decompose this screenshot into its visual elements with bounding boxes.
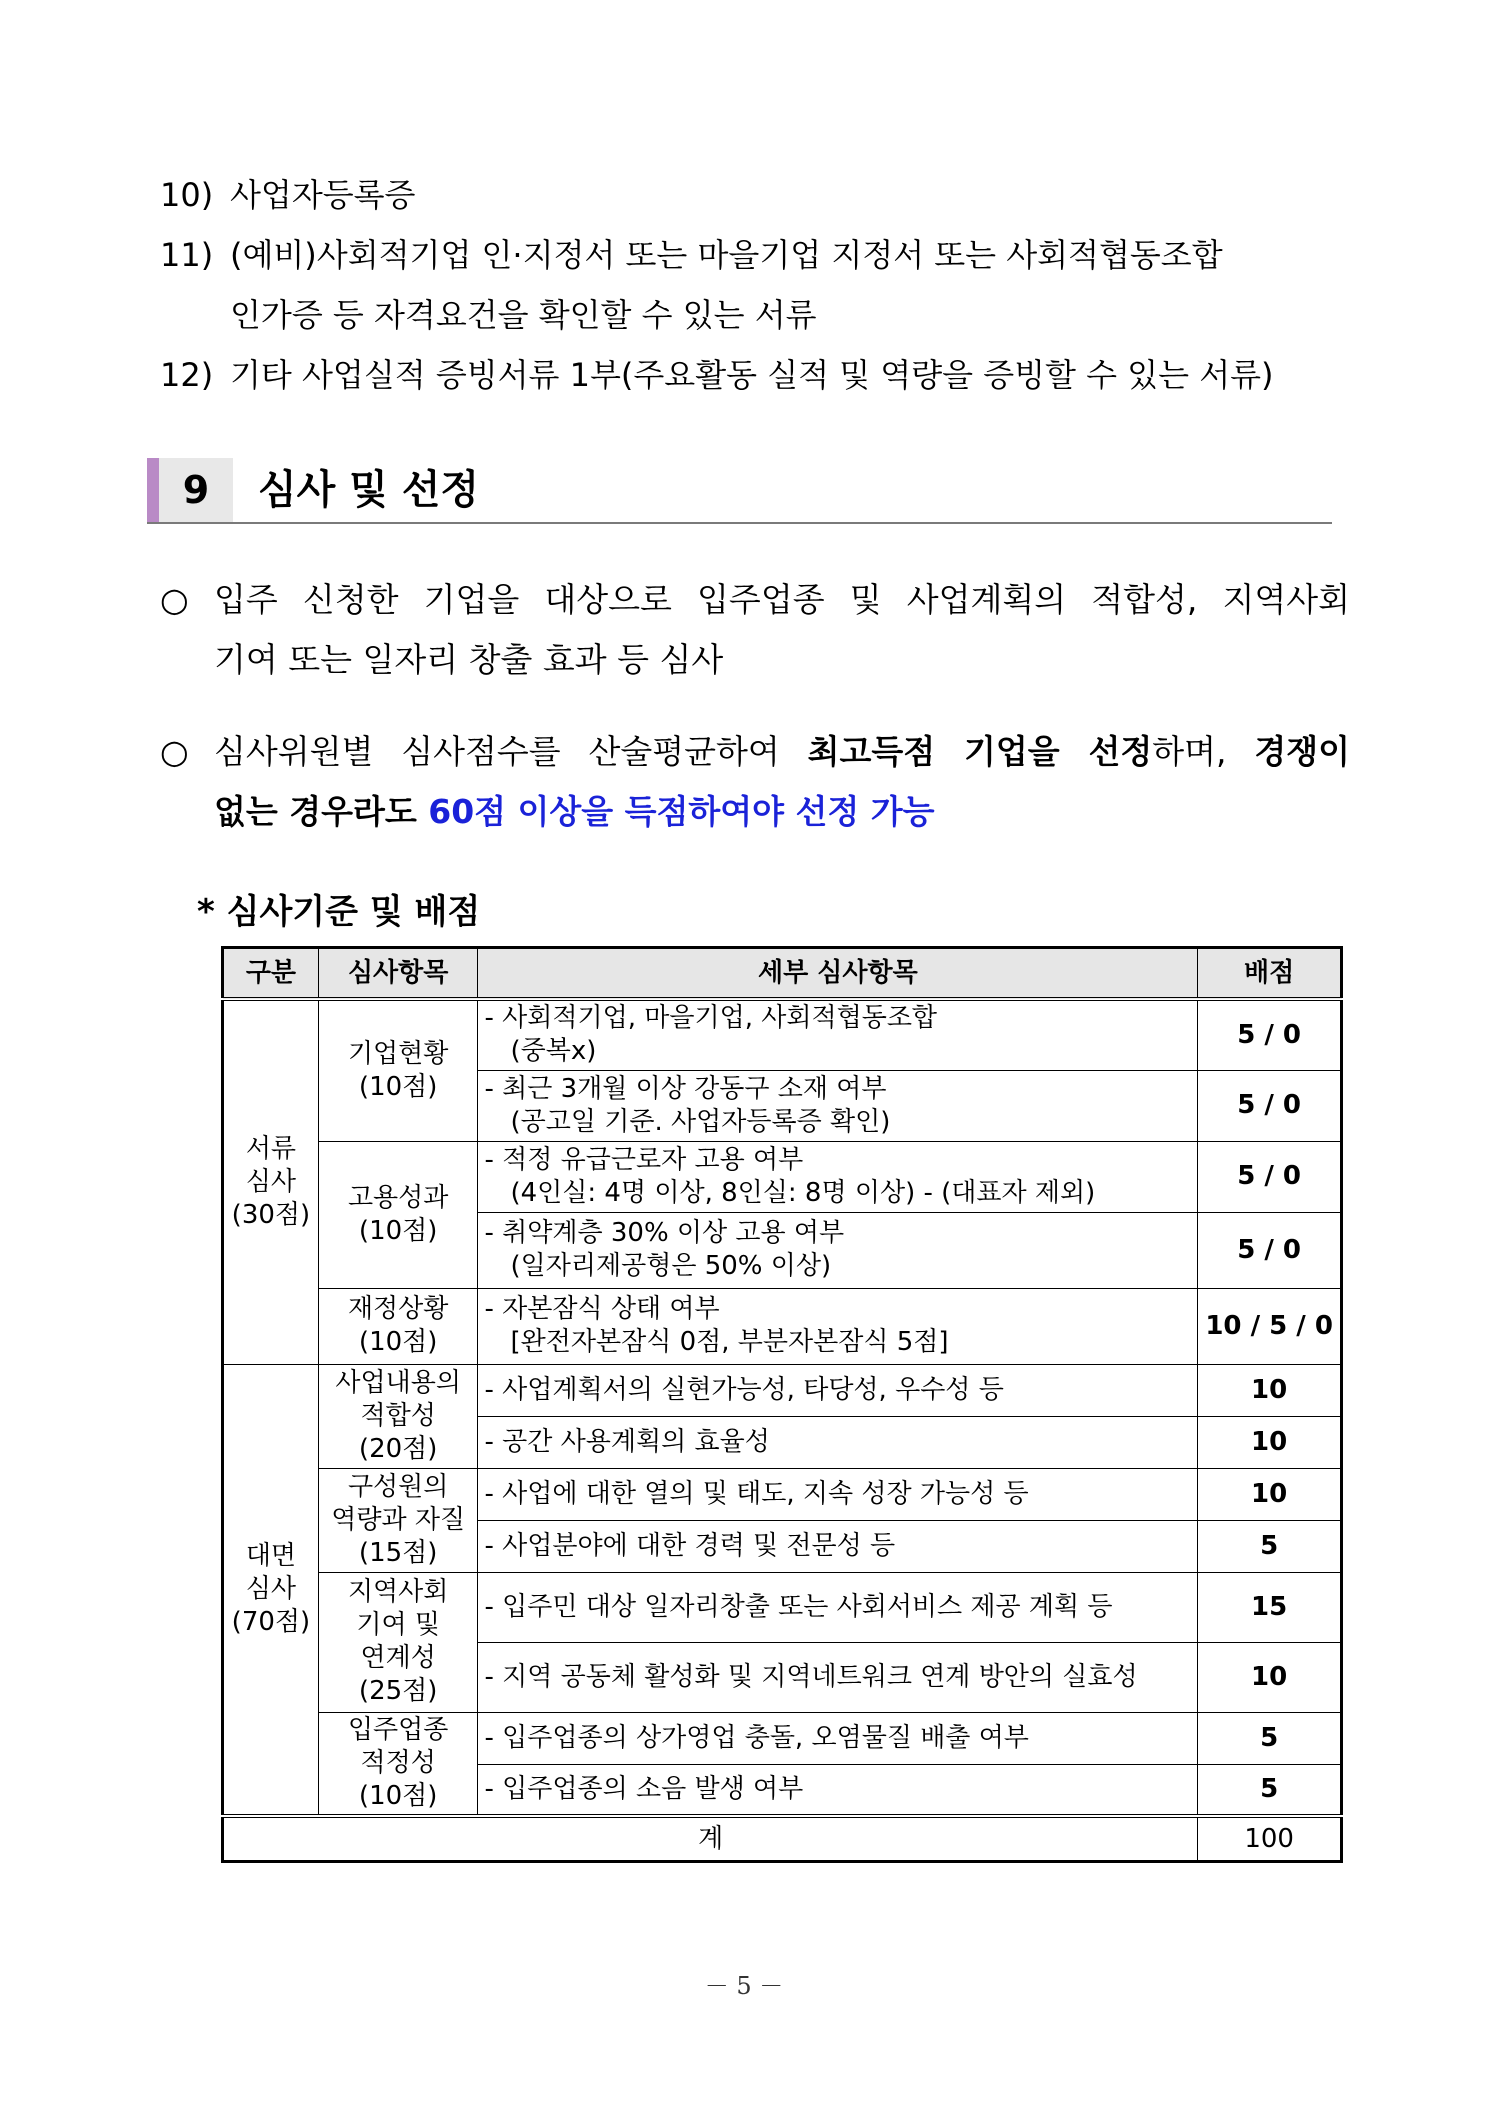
category-line: 대면 (245, 1540, 297, 1571)
table-row (223, 1288, 1342, 1364)
detail-line: - 사회적기업, 마을기업, 사회적협동조합 (484, 1003, 938, 1034)
list-number: 12) (160, 356, 214, 394)
item-line: 고용성과 (347, 1182, 449, 1213)
detail-cell: - 입주민 대상 일자리창출 또는 사회서비스 제공 계획 등 (478, 1572, 1198, 1642)
page-number: － 5 － (704, 1972, 784, 2000)
score-cell: 5 (1198, 1712, 1342, 1764)
item-line: (10점) (358, 1071, 438, 1102)
item-line: 적합성 (360, 1400, 436, 1431)
detail-line: - 최근 3개월 이상 강동구 소재 여부 (484, 1073, 887, 1104)
text-run: 심사위원별 심사점수를 산술평균하여 (214, 732, 808, 771)
table-row (223, 1572, 1342, 1642)
detail-cell: - 사업에 대한 열의 및 태도, 지속 성장 가능성 등 (478, 1468, 1198, 1520)
item-line: (15점) (358, 1537, 438, 1568)
score-cell: 5 / 0 (1198, 1070, 1342, 1141)
bullet-line: 기여 또는 일자리 창출 효과 등 심사 (214, 640, 724, 679)
table-row (223, 1141, 1342, 1212)
section-title: 심사 및 선정 (258, 467, 480, 513)
header-detail: 세부 심사항목 (478, 948, 1198, 1000)
item-line: 구성원의 (347, 1471, 449, 1502)
bullet-line (214, 722, 1350, 782)
category-line: 심사 (245, 1573, 297, 1604)
score-cell: 15 (1198, 1572, 1342, 1642)
detail-cell: - 사업계획서의 실현가능성, 타당성, 우수성 등 (478, 1364, 1198, 1416)
detail-cell: - 입주업종의 소음 발생 여부 (478, 1764, 1198, 1816)
detail-cell (478, 1288, 1198, 1364)
item-line: 사업내용의 (335, 1367, 461, 1398)
list-number: 11) (160, 236, 214, 274)
list-item-10 (160, 170, 415, 216)
score-cell: 10 (1198, 1364, 1342, 1416)
header-score: 배점 (1198, 948, 1342, 1000)
item-cell (318, 1364, 478, 1468)
item-line: (10점) (358, 1780, 438, 1811)
score-cell: 10 (1198, 1468, 1342, 1520)
list-text: 인가증 등 자격요건을 확인할 수 있는 서류 (230, 296, 817, 334)
item-line: (20점) (358, 1433, 438, 1464)
criteria-title: * 심사기준 및 배점 (197, 892, 481, 932)
section-divider (147, 522, 1332, 524)
item-line: 지역사회 (347, 1577, 449, 1607)
item-line: 기업현황 (347, 1038, 449, 1069)
detail-cell: - 지역 공동체 활성화 및 지역네트워크 연계 방안의 실효성 (478, 1642, 1198, 1712)
score-cell: 10 / 5 / 0 (1198, 1288, 1342, 1364)
item-line: (25점) (358, 1676, 438, 1706)
table-row (223, 1364, 1342, 1416)
table-row (223, 999, 1342, 1070)
detail-line: (중복x) (510, 1036, 597, 1067)
item-cell (318, 1712, 478, 1816)
item-line: (10점) (358, 1327, 438, 1357)
detail-line: (공고일 기준. 사업자등록증 확인) (510, 1106, 891, 1137)
item-cell (318, 999, 478, 1141)
detail-cell: - 사업분야에 대한 경력 및 전문성 등 (478, 1520, 1198, 1572)
bullet-paragraph-2 (160, 722, 1350, 842)
bullet-line (214, 782, 1350, 842)
item-line: 연계성 (360, 1643, 436, 1673)
bold-text-run: 최고득점 기업을 선정 (807, 732, 1153, 771)
highlight-text-run: 60점 이상을 득점하여야 선정 가능 (428, 792, 935, 831)
bullet-line: 입주 신청한 기업을 대상으로 입주업종 및 사업계획의 적합성, 지역사회 (214, 580, 1350, 619)
table-row (223, 1712, 1342, 1764)
list-item-11-continued (230, 290, 817, 336)
score-cell: 5 / 0 (1198, 1212, 1342, 1288)
detail-line: [완전자본잠식 0점, 부분자본잠식 5점] (510, 1327, 949, 1357)
category-line: 서류 (245, 1133, 297, 1164)
list-item-11 (160, 230, 1223, 276)
list-number: 10) (160, 176, 214, 214)
category-line: 심사 (245, 1166, 297, 1197)
section-number: 9 (147, 458, 233, 522)
category-line: (30점) (231, 1199, 311, 1230)
table-row (223, 1468, 1342, 1520)
table-header-row (223, 948, 1342, 1000)
detail-line: - 취약계층 30% 이상 고용 여부 (484, 1218, 845, 1248)
detail-line: (일자리제공형은 50% 이상) (510, 1251, 832, 1281)
score-cell: 5 / 0 (1198, 1141, 1342, 1212)
list-item-12 (160, 350, 1274, 396)
bullet-paragraph-1 (160, 570, 1350, 690)
detail-cell (478, 1212, 1198, 1288)
item-cell (318, 1468, 478, 1572)
item-cell (318, 1141, 478, 1288)
detail-line: - 자본잠식 상태 여부 (484, 1294, 720, 1324)
item-cell (318, 1288, 478, 1364)
detail-line: - 적정 유급근로자 고용 여부 (484, 1144, 804, 1175)
detail-cell: - 입주업종의 상가영업 충돌, 오염물질 배출 여부 (478, 1712, 1198, 1764)
score-cell: 10 (1198, 1642, 1342, 1712)
item-line: 재정상황 (347, 1294, 449, 1324)
header-category: 구분 (223, 948, 319, 1000)
score-cell: 5 (1198, 1764, 1342, 1816)
text-run: 하며, (1152, 732, 1255, 771)
detail-cell: - 공간 사용계획의 효율성 (478, 1416, 1198, 1468)
item-line: 기여 및 (356, 1610, 440, 1640)
score-cell: 10 (1198, 1416, 1342, 1468)
item-line: 적정성 (360, 1747, 436, 1778)
item-line: (10점) (358, 1215, 438, 1246)
item-line: 입주업종 (347, 1714, 449, 1745)
item-line: 역량과 자질 (331, 1504, 466, 1535)
circle-bullet-icon: ○ (160, 732, 189, 771)
detail-cell (478, 1070, 1198, 1141)
score-cell: 5 / 0 (1198, 999, 1342, 1070)
circle-bullet-icon: ○ (160, 580, 189, 619)
category-cell (223, 1364, 319, 1816)
bold-text-run: 경쟁이 (1254, 732, 1350, 771)
total-label: 계 (223, 1816, 1198, 1862)
total-score: 100 (1198, 1816, 1342, 1862)
header-item: 심사항목 (318, 948, 478, 1000)
criteria-table (221, 946, 1343, 1863)
detail-cell (478, 999, 1198, 1070)
category-line: (70점) (231, 1606, 311, 1637)
category-cell (223, 999, 319, 1364)
list-text: (예비)사회적기업 인·지정서 또는 마을기업 지정서 또는 사회적협동조합 (230, 236, 1223, 274)
item-cell (318, 1572, 478, 1712)
list-text: 기타 사업실적 증빙서류 1부(주요활동 실적 및 역량을 증빙할 수 있는 서류) (230, 356, 1274, 394)
detail-line: (4인실: 4명 이상, 8인실: 8명 이상) - (대표자 제외) (510, 1177, 1096, 1208)
list-text: 사업자등록증 (230, 176, 416, 214)
score-cell: 5 (1198, 1520, 1342, 1572)
total-row (223, 1816, 1342, 1862)
detail-cell (478, 1141, 1198, 1212)
bold-text-run: 없는 경우라도 (214, 792, 429, 831)
